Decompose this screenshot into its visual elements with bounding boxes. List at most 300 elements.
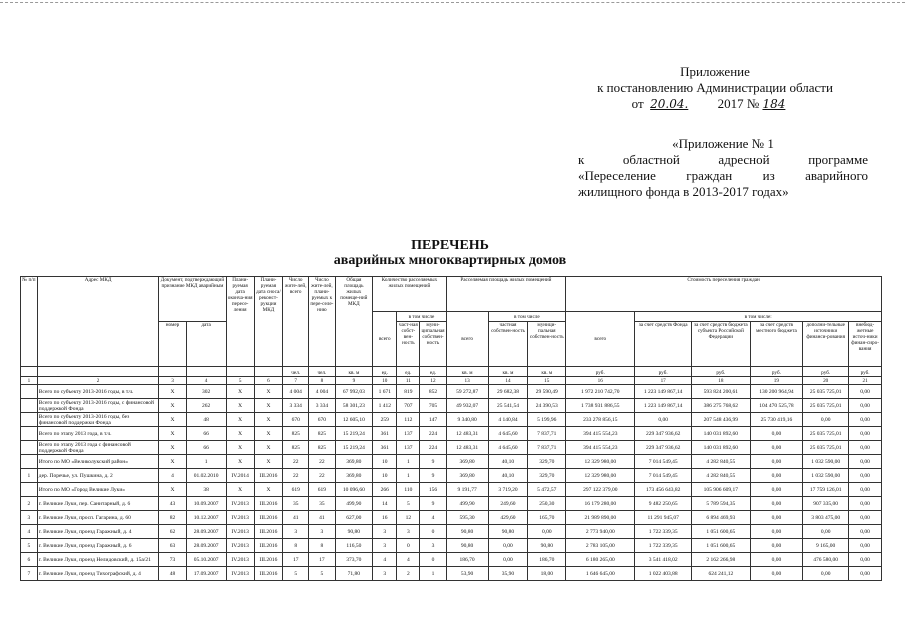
table-cell: 4 <box>159 469 186 483</box>
address-cell: г. Великие Луки, проезд Гаражный, д. 6 <box>37 539 159 553</box>
table-cell: X <box>226 455 254 469</box>
column-number-cell: 21 <box>849 377 882 385</box>
table-cell: IV.2013 <box>226 511 254 525</box>
unit-cell: ед. <box>397 367 420 377</box>
table-cell: 0,00 <box>849 567 882 581</box>
th-cost-local: за счет средств местного бюджета <box>750 322 802 367</box>
unit-cell: руб. <box>849 367 882 377</box>
table-cell: 59 272,87 <box>446 385 488 399</box>
table-cell <box>21 399 38 413</box>
unit-cell-empty <box>159 367 186 377</box>
column-number-row <box>21 377 882 385</box>
address-cell: Итого по МО «Великолукский район» <box>37 455 159 469</box>
table-cell <box>21 441 38 455</box>
table-cell: 4 <box>21 525 38 539</box>
table-cell: 3 <box>283 525 309 539</box>
table-cell: 6 180 265,00 <box>566 553 635 567</box>
table-cell: 116,50 <box>335 539 373 553</box>
appendix-line2: к областной адресной программе <box>578 152 868 167</box>
table-cell: X <box>226 413 254 427</box>
table-row <box>21 455 882 469</box>
table-cell: 7 014 549,45 <box>635 469 692 483</box>
table-cell: 0,00 <box>803 567 849 581</box>
table-cell: 5 <box>309 567 335 581</box>
table-cell: 1 051 600,65 <box>691 539 750 553</box>
th-area-incl: в том числе <box>488 312 566 322</box>
table-cell: 0,00 <box>849 511 882 525</box>
table-cell: 0,00 <box>849 399 882 413</box>
table-cell: 17 <box>283 553 309 567</box>
table-cell: III.2016 <box>254 511 282 525</box>
table-cell: 5 <box>397 497 420 511</box>
table-cell: 627,00 <box>335 511 373 525</box>
th-cost: Стоимость переселения граждан <box>566 277 882 312</box>
table-cell: 17 759 126,01 <box>803 483 849 497</box>
column-number-cell: 6 <box>254 377 282 385</box>
table-row <box>21 539 882 553</box>
address-cell: Всего по субъекту 2013-2016 годы, с финансовой поддержкой Фонда <box>37 399 159 413</box>
table-cell: 249,60 <box>488 497 528 511</box>
table-cell: X <box>226 399 254 413</box>
table-cell: 40,10 <box>488 469 528 483</box>
address-cell: г. Великие Луки, проезд Нелидовский, д. 15а/21 <box>37 553 159 567</box>
table-cell: 22 <box>283 469 309 483</box>
table-cell: III.2016 <box>254 469 282 483</box>
table-cell: 0,00 <box>750 427 802 441</box>
header-line2: к постановлению Администрации области <box>597 80 833 95</box>
table-cell: 0,00 <box>849 525 882 539</box>
table-cell: 619 <box>309 483 335 497</box>
table-cell: 2 <box>397 567 420 581</box>
unit-cell: чел. <box>283 367 309 377</box>
table-cell: 0,00 <box>750 511 802 525</box>
table-cell: 12 <box>397 511 420 525</box>
th-municipal: муни-ципальная собствен-ность <box>420 322 446 367</box>
address-cell: г. Великие Луки, проезд Гаражный, д. 4 <box>37 525 159 539</box>
title-line1: ПЕРЕЧЕНЬ <box>411 238 489 253</box>
table-cell: 21 989 890,00 <box>566 511 635 525</box>
unit-cell-empty <box>226 367 254 377</box>
table-cell: 1 <box>397 469 420 483</box>
column-number-cell: 3 <box>159 377 186 385</box>
address-cell: г. Великие Луки, проезд Тихографский, д. 4 <box>37 567 159 581</box>
table-cell: X <box>159 413 186 427</box>
table-cell: 10.12.2007 <box>186 511 226 525</box>
table-cell: 173 456 643,82 <box>635 483 692 497</box>
table-cell: 1 412 <box>373 399 397 413</box>
th-area-municipal: муници-пальная собствен-ность <box>528 322 566 367</box>
th-address: Адрес МКД <box>37 277 159 367</box>
th-cost-nonbudget: внебюд-жетные источ-ники финан-сиро-вания <box>849 322 882 367</box>
unit-cell: руб. <box>803 367 849 377</box>
unit-cell: руб. <box>691 367 750 377</box>
table-cell: 369,80 <box>446 469 488 483</box>
address-cell: Всего по субъекту 2013-2016 годы, без финансовой поддержки Фонда <box>37 413 159 427</box>
table-cell: IV.2013 <box>226 497 254 511</box>
table-cell: 41 <box>309 511 335 525</box>
unit-cell: ед. <box>373 367 397 377</box>
table-cell: 369,80 <box>335 469 373 483</box>
table-cell: 110 <box>397 483 420 497</box>
table-cell: 329,70 <box>528 455 566 469</box>
th-plan-demolition: Плани-руемая дата сноса/ реконст-рукции МКД <box>254 277 282 367</box>
table-cell: 1 738 931 886,55 <box>566 399 635 413</box>
table-cell: IV.2013 <box>226 525 254 539</box>
table-cell: 8 <box>309 539 335 553</box>
table-cell: 1 722 339,35 <box>635 539 692 553</box>
table-cell: 66 <box>186 441 226 455</box>
table-cell: 329,70 <box>528 469 566 483</box>
address-cell: г. Великие Луки, пер. Санитарный, д. 6 <box>37 497 159 511</box>
table-cell: IV.2013 <box>226 539 254 553</box>
th-cost-total: всего <box>566 312 635 367</box>
table-cell: 9 340,80 <box>446 413 488 427</box>
table-cell: 361 <box>373 427 397 441</box>
column-number-cell: 18 <box>691 377 750 385</box>
table-cell: 147 <box>420 413 446 427</box>
date-prefix: от <box>631 96 644 111</box>
table-cell: 1 051 600,65 <box>691 525 750 539</box>
table-cell: 361 <box>373 441 397 455</box>
table-cell: 0,00 <box>750 455 802 469</box>
table-cell: 1 722 339,35 <box>635 525 692 539</box>
column-number-cell: 1 <box>21 377 38 385</box>
th-area-total: всего <box>446 312 488 367</box>
table-cell: 48 <box>159 567 186 581</box>
table-cell: 619 <box>283 483 309 497</box>
table-cell: 156 <box>420 483 446 497</box>
table-cell: 369,80 <box>335 455 373 469</box>
table-cell: 624 241,12 <box>691 567 750 581</box>
table-cell <box>21 413 38 427</box>
table-row <box>21 525 882 539</box>
unit-cell: руб. <box>750 367 802 377</box>
resolution-header <box>555 64 875 112</box>
table-cell: 165,70 <box>528 511 566 525</box>
table-cell: 25 035 725,01 <box>803 427 849 441</box>
table-cell: 73 <box>159 553 186 567</box>
table-cell: 71,80 <box>335 567 373 581</box>
table-cell: 394 415 554,23 <box>566 441 635 455</box>
table-cell: 0 <box>397 539 420 553</box>
table-cell: IV.2014 <box>226 469 254 483</box>
table-cell: 2 773 940,00 <box>566 525 635 539</box>
unit-cell: чел. <box>309 367 335 377</box>
table-cell: 35,90 <box>488 567 528 581</box>
unit-cell-empty <box>254 367 282 377</box>
table-cell: 207 548 436,99 <box>691 413 750 427</box>
table-cell: 224 <box>420 441 446 455</box>
table-cell: 3 <box>373 525 397 539</box>
table-cell: 0,00 <box>849 553 882 567</box>
table-cell: 25 541,54 <box>488 399 528 413</box>
table-cell: 43 <box>159 497 186 511</box>
table-cell: 90,80 <box>488 525 528 539</box>
table-cell: X <box>254 399 282 413</box>
document-title <box>250 238 650 268</box>
table-row <box>21 413 882 427</box>
table-cell: 0,00 <box>849 455 882 469</box>
table-cell: X <box>159 385 186 399</box>
table-cell: 4 <box>397 553 420 567</box>
table-cell: 595,30 <box>446 511 488 525</box>
table-cell: X <box>226 385 254 399</box>
table-cell: 3 <box>373 567 397 581</box>
table-cell: 3 <box>373 539 397 553</box>
houses-table-wrap <box>20 276 882 581</box>
unit-cell: кв. м <box>528 367 566 377</box>
column-number-cell: 13 <box>446 377 488 385</box>
table-cell: 12 483,31 <box>446 427 488 441</box>
unit-cell: кв. м <box>335 367 373 377</box>
table-cell: 302 <box>186 385 226 399</box>
table-cell: 297 122 379,00 <box>566 483 635 497</box>
table-cell: 11 291 945,07 <box>635 511 692 525</box>
table-cell: X <box>254 427 282 441</box>
table-cell: 0,00 <box>528 525 566 539</box>
table-cell: 41 <box>283 511 309 525</box>
table-cell: 386 275 768,62 <box>691 399 750 413</box>
th-cost-fund: за счет средств Фонда <box>635 322 692 367</box>
column-number-cell: 9 <box>335 377 373 385</box>
table-cell: X <box>159 399 186 413</box>
th-cost-extra: дополни-тельные источники финанси-рования <box>803 322 849 367</box>
table-cell: 9 <box>420 497 446 511</box>
table-cell: 3 719,20 <box>488 483 528 497</box>
address-cell: Всего по этапу 2013 года с финансовой поддержкой Фонда <box>37 441 159 455</box>
table-cell: 9 <box>420 455 446 469</box>
table-cell: 3 803 475,00 <box>803 511 849 525</box>
table-cell: 0,00 <box>750 567 802 581</box>
table-cell: 24 390,53 <box>528 399 566 413</box>
table-cell: 90,80 <box>528 539 566 553</box>
table-cell: 852 <box>420 385 446 399</box>
table-cell: 6 <box>21 553 38 567</box>
table-cell: 0,00 <box>750 553 802 567</box>
column-number-cell: 8 <box>309 377 335 385</box>
table-cell: 0,00 <box>750 483 802 497</box>
table-cell: 0 <box>420 553 446 567</box>
address-cell: г. Великие Луки, просп. Гагарина, д. 60 <box>37 511 159 525</box>
column-number-cell: 12 <box>420 377 446 385</box>
table-cell: 10.09.2007 <box>186 497 226 511</box>
table-cell: 262 <box>186 399 226 413</box>
table-cell: 0,00 <box>750 441 802 455</box>
table-cell: 186,70 <box>446 553 488 567</box>
table-cell: 90,80 <box>335 525 373 539</box>
table-cell: 105 906 609,17 <box>691 483 750 497</box>
table-cell: 825 <box>309 441 335 455</box>
table-cell: 4 140,84 <box>488 413 528 427</box>
table-cell: 0,00 <box>635 413 692 427</box>
th-area: Общая площадь жилых помеще-ний МКД <box>335 277 373 367</box>
table-cell: 7 014 549,45 <box>635 455 692 469</box>
appendix-line3: «Переселение граждан из аварийного <box>578 168 868 183</box>
table-cell: 825 <box>283 441 309 455</box>
table-row <box>21 567 882 581</box>
th-document: Документ, подтверждающий признание МКД аварийным <box>159 277 226 322</box>
table-cell: 82 <box>159 511 186 525</box>
th-area-private: частная собствен-ность <box>488 322 528 367</box>
table-body <box>21 385 882 581</box>
table-cell: 186,70 <box>528 553 566 567</box>
table-cell: 3 334 <box>283 399 309 413</box>
table-cell <box>21 455 38 469</box>
table-cell: 6 894 469,93 <box>691 511 750 525</box>
table-cell: 259 <box>373 413 397 427</box>
table-row <box>21 511 882 525</box>
table-cell: 53,90 <box>446 567 488 581</box>
table-cell: 05.10.2007 <box>186 553 226 567</box>
address-cell: дер. Поречье, ул. Пушкина, д. 2 <box>37 469 159 483</box>
table-cell: 1 223 149 867,14 <box>635 385 692 399</box>
table-cell: 90,80 <box>446 525 488 539</box>
table-row <box>21 483 882 497</box>
table-cell: 5 472,57 <box>528 483 566 497</box>
column-number-cell: 19 <box>750 377 802 385</box>
table-cell: 1 671 <box>373 385 397 399</box>
unit-cell: руб. <box>635 367 692 377</box>
table-cell: 1 032 590,00 <box>803 469 849 483</box>
table-cell: 7 837,71 <box>528 427 566 441</box>
table-row <box>21 385 882 399</box>
table-cell: 0,00 <box>750 469 802 483</box>
column-number-cell: 7 <box>283 377 309 385</box>
table-cell: 4 282 840,55 <box>691 455 750 469</box>
table-cell: III.2016 <box>254 525 282 539</box>
column-number-cell: 4 <box>186 377 226 385</box>
table-cell: 1 972 210 742,70 <box>566 385 635 399</box>
column-number-cell: 2 <box>37 377 159 385</box>
table-cell: 12 483,31 <box>446 441 488 455</box>
table-cell: III.2016 <box>254 553 282 567</box>
table-cell: 394 415 554,23 <box>566 427 635 441</box>
address-cell: Всего по субъекту 2013-2016 годы, в т.ч. <box>37 385 159 399</box>
table-cell: 4 645,60 <box>488 427 528 441</box>
table-cell: 670 <box>283 413 309 427</box>
table-cell: 22 <box>309 469 335 483</box>
table-cell: 499,90 <box>335 497 373 511</box>
table-row <box>21 399 882 413</box>
table-cell: 4 004 <box>283 385 309 399</box>
table-cell: 266 <box>373 483 397 497</box>
year-number-label: 2017 № <box>717 96 760 111</box>
table-cell: 5 <box>21 539 38 553</box>
table-cell: 140 031 892,60 <box>691 427 750 441</box>
table-cell: 18,00 <box>528 567 566 581</box>
table-cell: X <box>254 441 282 455</box>
table-cell: X <box>159 483 186 497</box>
table-cell: 0,00 <box>750 539 802 553</box>
th-rooms-incl: в том числе <box>397 312 446 322</box>
table-cell: 0,00 <box>849 385 882 399</box>
table-cell: 429,60 <box>488 511 528 525</box>
table-cell: 229 347 936,62 <box>635 427 692 441</box>
table-cell: 0,00 <box>849 539 882 553</box>
table-cell: X <box>159 455 186 469</box>
header-line1: Приложение <box>680 64 750 79</box>
column-number-cell: 14 <box>488 377 528 385</box>
table-cell: 10 096,60 <box>335 483 373 497</box>
table-cell: 5 199,96 <box>528 413 566 427</box>
table-cell: 48 <box>186 413 226 427</box>
title-line2: аварийных многоквартирных домов <box>333 253 567 268</box>
table-cell: 1 <box>186 455 226 469</box>
table-row <box>21 427 882 441</box>
table-cell: 137 <box>397 427 420 441</box>
table-cell: 12 329 980,00 <box>566 469 635 483</box>
handwritten-number: 184 <box>762 97 786 111</box>
appendix-line1: «Приложение № 1 <box>672 136 774 151</box>
table-cell <box>21 483 38 497</box>
table-cell: 5 789 594,35 <box>691 497 750 511</box>
table-cell: III.2016 <box>254 539 282 553</box>
table-cell: 10 <box>373 455 397 469</box>
table-cell: 17.09.2007 <box>186 567 226 581</box>
table-cell: 3 <box>420 539 446 553</box>
column-number-cell: 5 <box>226 377 254 385</box>
table-cell: 3 334 <box>309 399 335 413</box>
table-cell: 15 219,24 <box>335 441 373 455</box>
th-private: част-ная собст-вен-ность <box>397 322 420 367</box>
column-number-cell: 16 <box>566 377 635 385</box>
column-number-cell: 20 <box>803 377 849 385</box>
table-cell: 3 <box>309 525 335 539</box>
table-cell: 29 682,38 <box>488 385 528 399</box>
table-cell: 229 347 936,62 <box>635 441 692 455</box>
table-cell: 4 <box>420 511 446 525</box>
table-cell: 9 191,77 <box>446 483 488 497</box>
table-cell: X <box>226 483 254 497</box>
th-no: № п/п <box>21 277 38 367</box>
th-residents-plan: Число жите-лей, плани-руемых к пере-селе-нию <box>309 277 335 367</box>
table-cell: 4 <box>373 553 397 567</box>
table-cell: IV.2013 <box>226 553 254 567</box>
table-cell: 1 <box>21 469 38 483</box>
unit-cell-empty <box>21 367 38 377</box>
th-residents: Число жите-лей, всего <box>283 277 309 367</box>
table-cell: 22 <box>309 455 335 469</box>
th-cost-incl: в том числе: <box>635 312 882 322</box>
table-cell: 907 335,00 <box>803 497 849 511</box>
table-cell: 1 032 590,00 <box>803 455 849 469</box>
table-cell: 25 730 419,16 <box>750 413 802 427</box>
table-cell: 28.09.2007 <box>186 525 226 539</box>
table-cell: 369,80 <box>446 455 488 469</box>
table-cell: X <box>159 441 186 455</box>
table-cell: 476 580,00 <box>803 553 849 567</box>
table-row <box>21 441 882 455</box>
address-cell: Всего по этапу 2013 года, в т.ч. <box>37 427 159 441</box>
header-date-line <box>555 96 875 112</box>
table-cell: 130 200 964,94 <box>750 385 802 399</box>
table-cell: 2 <box>21 497 38 511</box>
address-cell: Итого по МО «Город Великие Луки» <box>37 483 159 497</box>
table-cell: 63 <box>159 539 186 553</box>
table-cell: 1 022 403,88 <box>635 567 692 581</box>
table-cell: 112 <box>397 413 420 427</box>
table-cell: 0 <box>420 525 446 539</box>
table-cell: 0,00 <box>803 413 849 427</box>
th-rooms-count: Количество расселяемых жилых помещений <box>373 277 446 312</box>
unit-cell: ед. <box>420 367 446 377</box>
table-cell: 250,30 <box>528 497 566 511</box>
table-cell: 707 <box>397 399 420 413</box>
table-cell: 38 <box>186 483 226 497</box>
table-cell: 9 482 250,65 <box>635 497 692 511</box>
table-cell: IV.2013 <box>226 567 254 581</box>
unit-cell: кв. м <box>446 367 488 377</box>
